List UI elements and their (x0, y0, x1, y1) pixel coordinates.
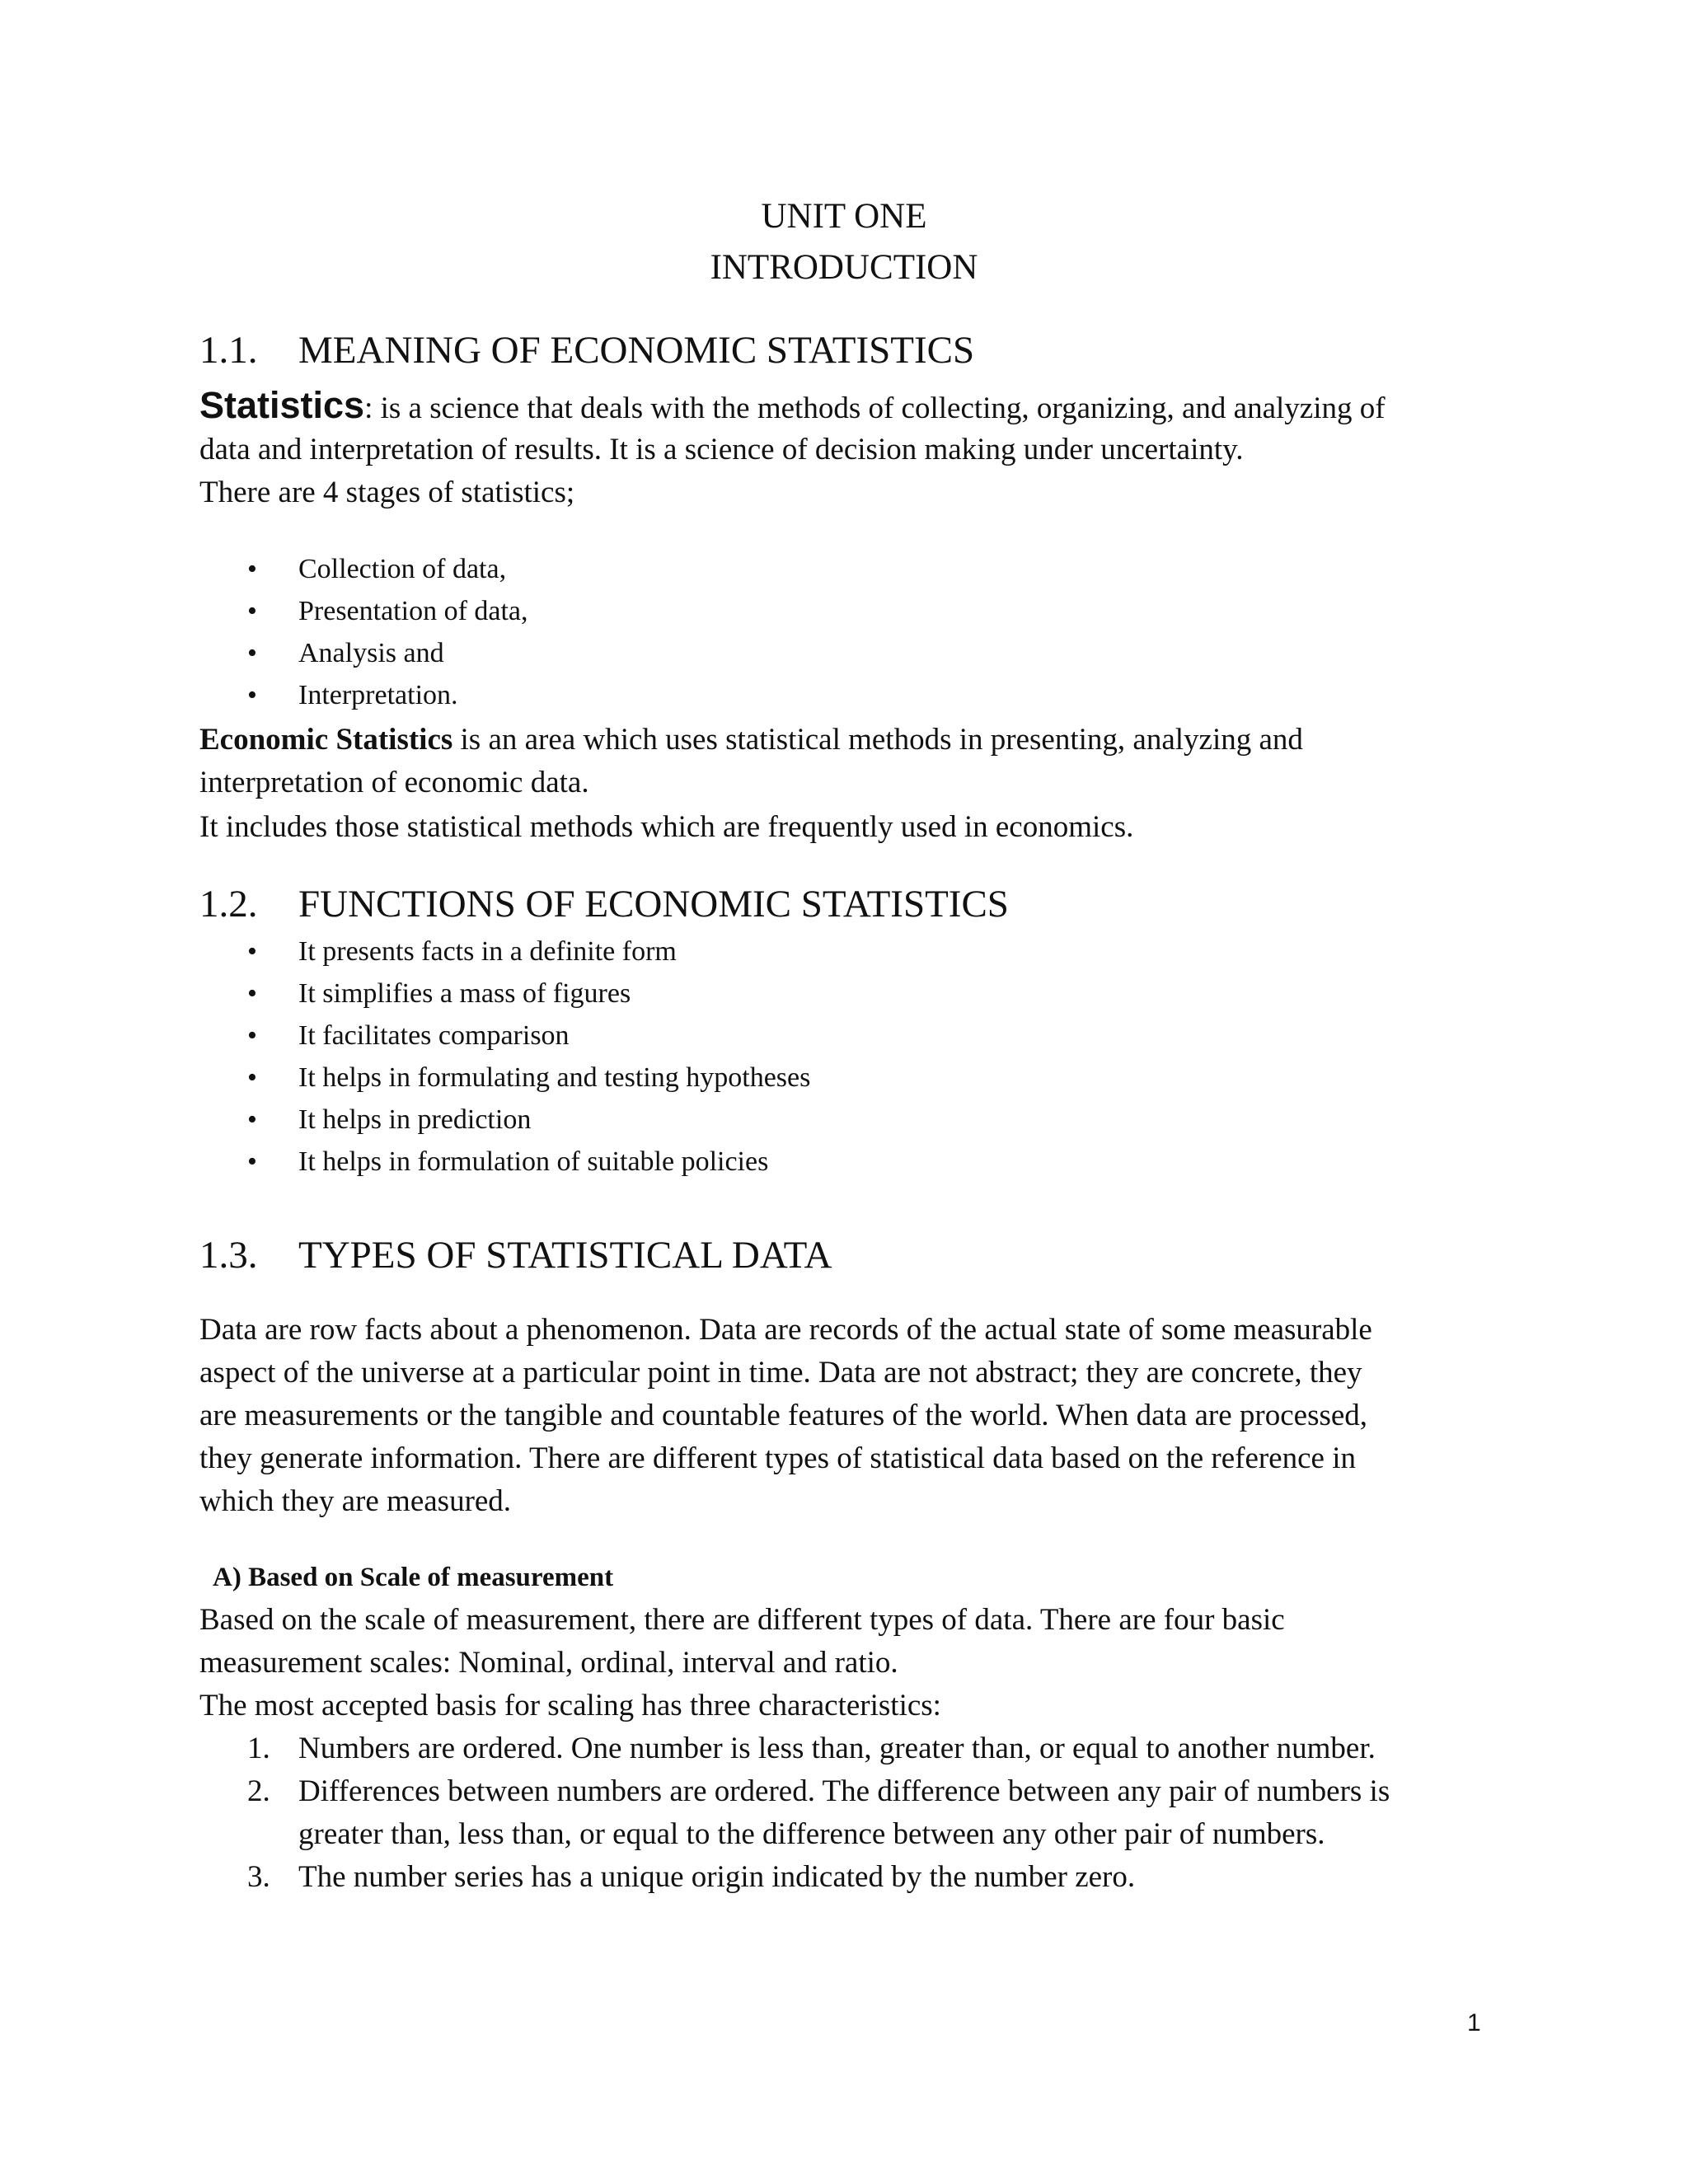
scale-line-2: measurement scales: Nominal, ordinal, interval and ratio. (199, 1646, 898, 1680)
section-title: MEANING OF ECONOMIC STATISTICS (298, 329, 975, 372)
section-heading-1-1 (199, 328, 974, 373)
list-item-text: It helps in formulation of suitable policies (298, 1146, 769, 1177)
list-item-text: Analysis and (298, 638, 444, 668)
page-title: INTRODUCTION (710, 248, 978, 287)
item-number: 2. (247, 1774, 270, 1808)
list-item-text: It helps in formulating and testing hypotheses (298, 1062, 811, 1093)
economic-statistics-line-3: It includes those statistical methods which are frequently used in economics. (199, 810, 1134, 844)
item-number: 1. (247, 1732, 270, 1765)
unit-label: UNIT ONE (761, 197, 927, 236)
item-text: The number series has a unique origin indicated by the number zero. (298, 1860, 1136, 1894)
list-item-text: It presents facts in a definite form (298, 936, 677, 967)
section-heading-1-3 (199, 1233, 832, 1277)
item-text: greater than, less than, or equal to the difference between any other pair of numbers. (298, 1817, 1325, 1851)
item-number: 3. (247, 1860, 270, 1894)
page-number: 1 (1467, 2009, 1481, 2036)
item-text: Numbers are ordered. One number is less than, greater than, or equal to another number. (298, 1732, 1376, 1765)
economic-statistics-line-1 (199, 722, 1303, 757)
section-heading-1-2 (199, 882, 1009, 926)
list-item-text: It simplifies a mass of figures (298, 978, 631, 1009)
paragraph-line: are measurements or the tangible and countable features of the world. When data are processed, (199, 1399, 1368, 1432)
list-item-text: Collection of data, (298, 554, 507, 584)
item-text: Differences between numbers are ordered. The difference between any pair of numbers is (298, 1774, 1390, 1808)
list-item-text: It helps in prediction (298, 1104, 532, 1135)
list-item-text: Interpretation. (298, 680, 458, 710)
paragraph-line: they generate information. There are different types of statistical data based on the reference in (199, 1441, 1356, 1475)
statistics-definition-line-2: data and interpretation of results. It is a science of decision making under uncertainty. (199, 433, 1244, 466)
economic-statistics-text: is an area which uses statistical methods in presenting, analyzing and (452, 723, 1303, 757)
economic-statistics-line-2: interpretation of economic data. (199, 766, 589, 799)
paragraph-line: Data are row facts about a phenomenon. Data are records of the actual state of some measurable (199, 1313, 1372, 1347)
economic-statistics-term: Economic Statistics (199, 723, 453, 757)
basis-line: The most accepted basis for scaling has three characteristics: (199, 1689, 941, 1722)
subheading-scale-of-measurement: A) Based on Scale of measurement (213, 1563, 614, 1592)
statistics-definition-line-1 (199, 384, 1386, 427)
paragraph-line: which they are measured. (199, 1484, 512, 1518)
section-title: TYPES OF STATISTICAL DATA (298, 1234, 832, 1277)
section-title: FUNCTIONS OF ECONOMIC STATISTICS (298, 883, 1009, 926)
list-item-text: Presentation of data, (298, 596, 528, 626)
section-number: 1.3. (199, 1234, 258, 1277)
section-number: 1.1. (199, 329, 258, 372)
section-number: 1.2. (199, 883, 258, 926)
statistics-colon: : (364, 391, 373, 425)
paragraph-line: aspect of the universe at a particular point in time. Data are not abstract; they are concrete, they (199, 1356, 1362, 1390)
scale-line-1: Based on the scale of measurement, there are different types of data. There are four basic (199, 1603, 1285, 1637)
statistics-term: Statistics (199, 384, 365, 426)
definition-text: is a science that deals with the methods of collecting, organizing, and analyzing of (373, 391, 1386, 425)
list-item-text: It facilitates comparison (298, 1020, 570, 1051)
stages-intro: There are 4 stages of statistics; (199, 476, 575, 509)
